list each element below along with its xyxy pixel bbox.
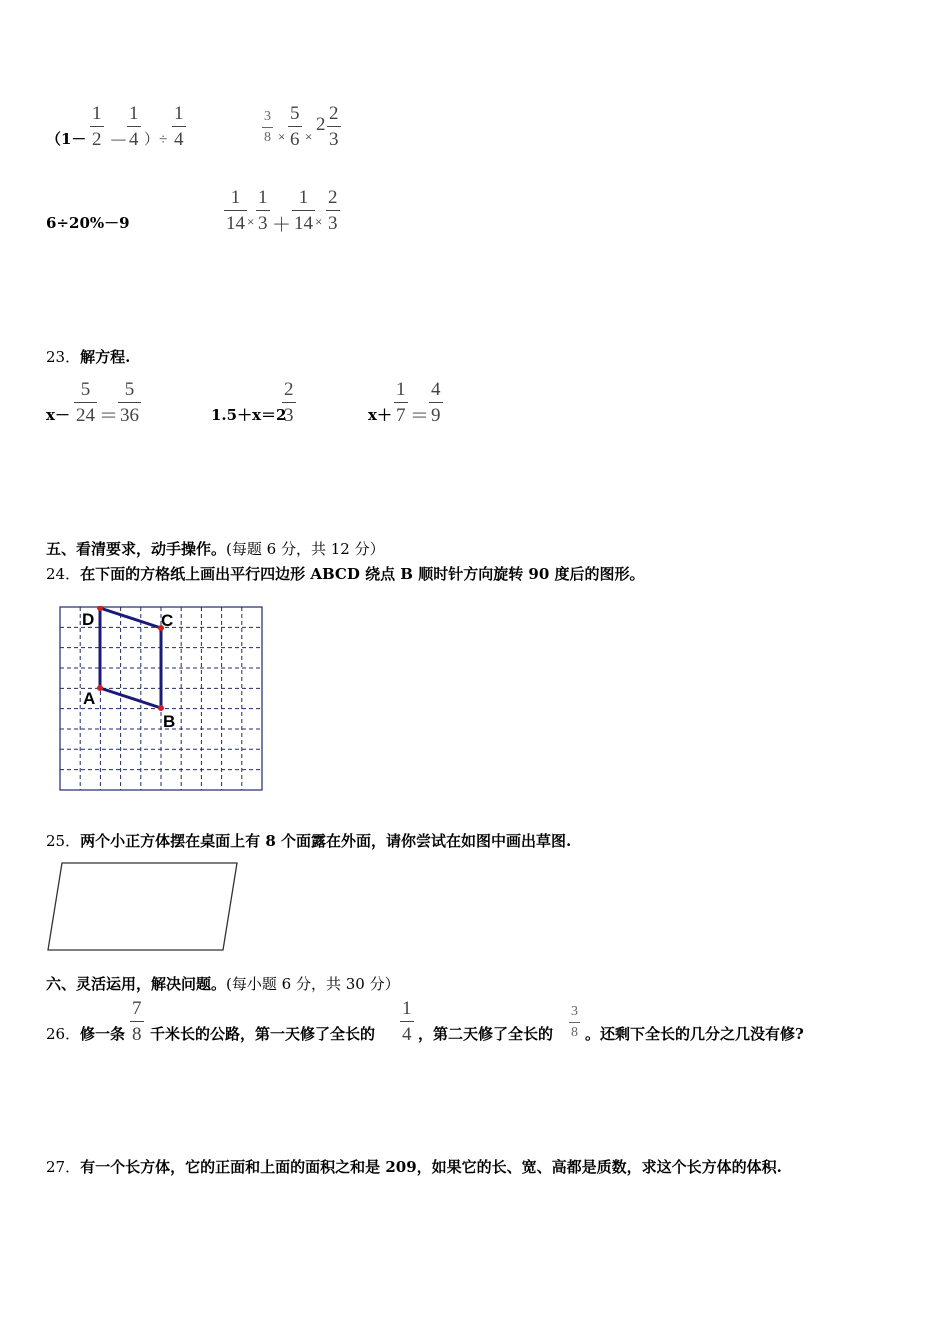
label-b: B bbox=[163, 712, 176, 731]
eq2-lhs: 1.5＋x＝2 bbox=[211, 406, 287, 424]
expr1-minus: － bbox=[109, 131, 129, 152]
question-23-heading bbox=[46, 346, 130, 367]
section-6-title: 六、灵活运用，解决问题。 bbox=[46, 975, 227, 993]
grid-figure[interactable] bbox=[59, 606, 264, 792]
expr4-fraction-2: $\frac{1}{3}$ bbox=[258, 187, 268, 234]
expr4-times-2: × bbox=[315, 214, 323, 229]
expr2-fraction-1: $\frac{3}{8}$ bbox=[264, 109, 271, 145]
eq1-fraction-1: $\frac{5}{24}$ bbox=[76, 379, 95, 426]
eq3-fraction-1: $\frac{1}{7}$ bbox=[396, 379, 406, 426]
expr1-fraction-2: $\frac{1}{4}$ bbox=[129, 103, 139, 150]
section-5-note: (每题 6 分，共 12 分） bbox=[226, 540, 385, 558]
question-25-number: 25． bbox=[46, 832, 81, 850]
question-25-body: 两个小正方体摆在桌面上有 8 个面露在外面，请你尝试在如图中画出草图. bbox=[80, 832, 572, 850]
eq1-fraction-2: $\frac{5}{36}$ bbox=[120, 379, 139, 426]
expr2-times-2: × bbox=[305, 129, 313, 144]
label-c: C bbox=[161, 611, 174, 630]
question-26-number: 26． bbox=[46, 1025, 81, 1043]
section-6-note: (每小题 6 分，共 30 分） bbox=[226, 975, 400, 993]
question-26-part4: 。还剩下全长的几分之几没有修? bbox=[585, 1025, 804, 1043]
eq1-lhs: x－ bbox=[46, 406, 70, 424]
q26-fraction-1: $\frac{7}{8}$ bbox=[132, 998, 142, 1045]
question-27-number: 27． bbox=[46, 1158, 81, 1176]
expr2-fraction-3: $\frac{2}{3}$ bbox=[329, 103, 339, 150]
expr2-fraction-2: $\frac{5}{6}$ bbox=[290, 103, 300, 150]
expr4-plus: ＋ bbox=[272, 215, 292, 236]
section-5-heading bbox=[46, 538, 385, 559]
eq3-fraction-2: $\frac{4}{9}$ bbox=[431, 379, 441, 426]
question-26-part2: 千米长的公路，第一天修了全长的 bbox=[150, 1025, 376, 1043]
q26-fraction-3: $\frac{3}{8}$ bbox=[571, 1004, 578, 1040]
question-27-text bbox=[46, 1156, 782, 1177]
tabletop-outline bbox=[48, 863, 237, 950]
expr4-times-1: × bbox=[247, 214, 255, 229]
expression-3: 6÷20%－9 bbox=[46, 214, 130, 232]
question-24-text bbox=[46, 563, 645, 584]
eq3-equals: ＝ bbox=[410, 406, 430, 427]
question-25-text bbox=[46, 830, 571, 851]
expr1-fraction-1: $\frac{1}{2}$ bbox=[92, 103, 102, 150]
q26-fraction-2: $\frac{1}{4}$ bbox=[402, 998, 412, 1045]
tabletop-parallelogram[interactable] bbox=[46, 862, 240, 954]
expr2-times-1: × bbox=[278, 129, 286, 144]
question-27-body: 有一个长方体，它的正面和上面的面积之和是 209，如果它的长、宽、高都是质数，求这个长方体的体积. bbox=[80, 1158, 782, 1176]
question-23-number: 23． bbox=[46, 348, 81, 366]
eq3-lhs: x＋ bbox=[368, 406, 392, 424]
question-23-title: 解方程. bbox=[80, 348, 131, 366]
eq1-equals: ＝ bbox=[99, 406, 119, 427]
question-24-number: 24． bbox=[46, 565, 81, 583]
expr2-whole-number: 2 bbox=[316, 114, 326, 135]
expr1-fraction-3: $\frac{1}{4}$ bbox=[174, 103, 184, 150]
label-d: D bbox=[82, 610, 95, 629]
expr1-close-divide: ）÷ bbox=[144, 132, 168, 148]
expr1-open: （1－ bbox=[46, 130, 87, 148]
section-5-title: 五、看清要求，动手操作。 bbox=[46, 540, 227, 558]
point-a bbox=[97, 685, 103, 691]
expr4-fraction-1: $\frac{1}{14}$ bbox=[226, 187, 245, 234]
label-a: A bbox=[83, 689, 96, 708]
expr4-fraction-4: $\frac{2}{3}$ bbox=[328, 187, 338, 234]
question-24-body: 在下面的方格纸上画出平行四边形 ABCD 绕点 B 顺时针方向旋转 90 度后的图形。 bbox=[80, 565, 645, 583]
eq2-fraction: $\frac{2}{3}$ bbox=[284, 379, 294, 426]
section-6-heading bbox=[46, 973, 400, 994]
point-b bbox=[158, 705, 164, 711]
question-26-part1: 修一条 bbox=[80, 1025, 126, 1043]
question-26-part3: ，第二天修了全长的 bbox=[418, 1025, 554, 1043]
parallelogram-abcd bbox=[100, 608, 161, 708]
expr4-fraction-3: $\frac{1}{14}$ bbox=[294, 187, 313, 234]
